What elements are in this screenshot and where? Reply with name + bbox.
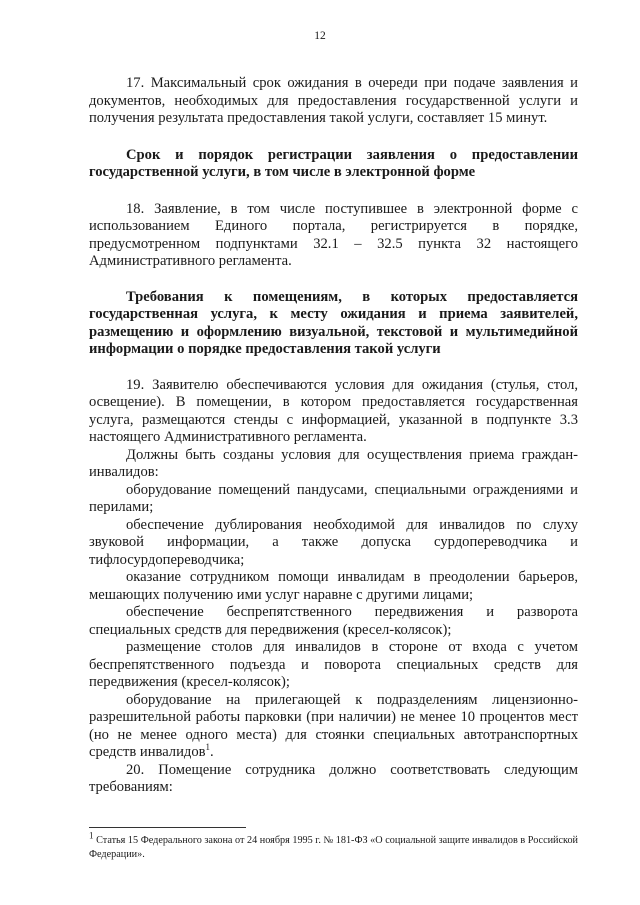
document-body — [89, 75, 578, 797]
paragraph-20: 20. Помещение сотрудника должно соответствовать следующим требованиям: — [89, 761, 578, 795]
footnote-divider — [89, 827, 246, 828]
paragraph-19-conditions: Должны быть созданы условия для осуществления приема граждан-инвалидов: — [89, 446, 578, 480]
list-item-parking: оборудование на прилегающей к подразделениям лицензионно-разрешительной работы парковки (при наличии) не менее 10 процентов мест (но не менее одного места) для стоянки специальных автотранспортных средств инвалидов$^1$. — [89, 691, 578, 760]
paragraph-17: 17. Максимальный срок ожидания в очереди при подаче заявления и документов, необходимых для предоставления государственной услуги и получения результата предоставления такой услуги, составляет 15 минут. — [89, 75, 578, 126]
spacer — [89, 359, 578, 377]
page-number: 12 — [314, 30, 326, 42]
list-item-movement: обеспечение беспрепятственного передвижения и разворота специальных средств для передвижения (кресел-колясок); — [89, 604, 578, 638]
list-item-tables: размещение столов для инвалидов в стороне от входа с учетом беспрепятственного подъезда и поворота специальных средств для передвижения (кресел-колясок); — [89, 639, 578, 690]
list-item-ramps: оборудование помещений пандусами, специальными ограждениями и перилами; — [89, 481, 578, 515]
heading-premises: Требования к помещениям, в которых предоставляется государственная услуга, к месту ожидания и приема заявителей, размещению и оформлению визуальной, текстовой и мультимедийной информации о порядке предоставления такой услуги — [89, 288, 578, 357]
footnote-reference[interactable]: 1 — [205, 742, 211, 753]
heading-registration: Срок и порядок регистрации заявления о предоставлении государственной услуги, в том числе в электронной форме — [89, 146, 578, 180]
footnote — [89, 830, 579, 862]
spacer — [89, 182, 578, 201]
paragraph-19: 19. Заявителю обеспечиваются условия для ожидания (стулья, стол, освещение). В помещении, в котором предоставляется государственная услуга, размещаются стенды с информацией, указанной в подпункте 3.3 настоящего Административного регламента. — [89, 376, 578, 445]
list-item-assist: оказание сотрудником помощи инвалидам в преодолении барьеров, мешающих получению ими услуг наравне с другими лицами; — [89, 569, 578, 603]
list-item-parking-text: оборудование на прилегающей к подразделениям лицензионно-разрешительной работы парковки (при наличии) не менее 10 процентов мест (но не менее одного места) для стоянки специальных автотранспортных средств инвалидов — [89, 691, 578, 760]
spacer — [89, 271, 578, 289]
paragraph-18: 18. Заявление, в том числе поступившее в электронной форме с использованием Единого портала, регистрируется в порядке, предусмотренном подпунктами 32.1 – 32.5 пункта 32 настоящего Административного регламента. — [89, 200, 578, 269]
footnote-text: Статья 15 Федерального закона от 24 ноября 1995 г. № 181-ФЗ «О социальной защите инвалидов в Российской Федерации». — [89, 835, 579, 860]
list-item-sound: обеспечение дублирования необходимой для инвалидов по слуху звуковой информации, а также допуска сурдопереводчика и тифлосурдопереводчика; — [89, 516, 578, 568]
spacer — [89, 128, 578, 147]
footnote-marker: 1 — [89, 830, 94, 841]
